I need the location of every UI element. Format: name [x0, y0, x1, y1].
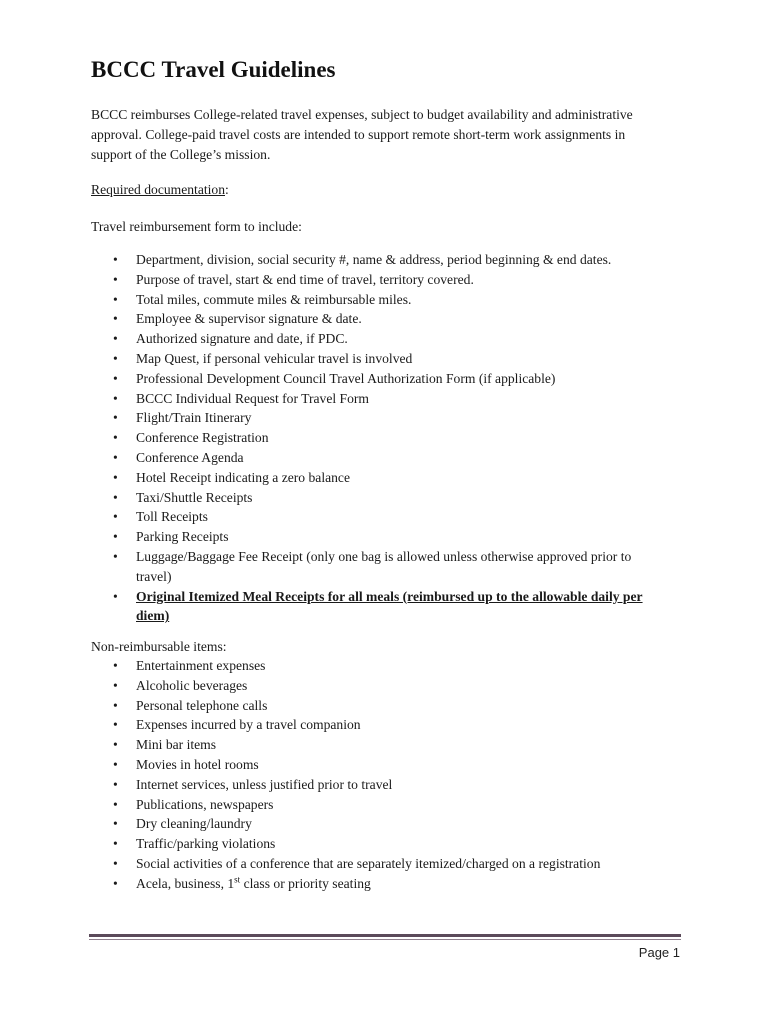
bullet-icon: •	[113, 658, 118, 673]
nonreimbursable-heading: Non-reimbursable items:	[91, 639, 227, 654]
list-item	[0, 448, 660, 468]
bullet-icon: •	[113, 756, 118, 772]
list-item-text: Parking Receipts	[136, 529, 229, 545]
acela-text-end: class or priority seating	[240, 875, 371, 891]
bullet-icon: •	[113, 855, 118, 871]
list-item-text: Expenses incurred by a travel companion	[136, 717, 361, 733]
list-item-text: Taxi/Shuttle Receipts	[136, 489, 253, 505]
bullet-icon: •	[113, 816, 118, 832]
list-item-text	[136, 874, 656, 894]
bullet-icon: •	[113, 370, 118, 386]
bullet-icon: •	[113, 836, 118, 852]
list-item	[0, 547, 660, 587]
ordinal-superscript: st	[234, 874, 241, 885]
bullet-icon: •	[113, 252, 118, 267]
page-title: BCCC Travel Guidelines	[91, 57, 336, 82]
list-item-text: BCCC Individual Request for Travel Form	[136, 390, 369, 406]
page-number: Page 1	[638, 945, 680, 960]
list-item	[0, 676, 660, 696]
list-item-meal-receipts	[0, 587, 660, 627]
list-item-text: Flight/Train Itinerary	[136, 410, 252, 426]
list-item-text: Employee & supervisor signature & date.	[136, 311, 362, 327]
list-item	[0, 814, 660, 834]
footer-rule-thick	[89, 934, 681, 937]
list-item-text: Luggage/Baggage Fee Receipt (only one bag is allowed unless otherwise approved prior to travel)	[136, 548, 632, 584]
list-item	[0, 309, 660, 329]
bullet-icon: •	[113, 717, 118, 733]
bullet-icon: •	[113, 291, 118, 307]
list-item	[0, 696, 660, 716]
list-item-text: Conference Registration	[136, 430, 269, 446]
nonreimbursable-items-list	[0, 656, 660, 894]
list-item-text: Purpose of travel, start & end time of travel, territory covered.	[136, 271, 474, 287]
list-item	[0, 795, 660, 815]
bullet-icon: •	[113, 430, 118, 446]
list-item-text: Alcoholic beverages	[136, 677, 248, 693]
list-item-text: Hotel Receipt indicating a zero balance	[136, 469, 351, 485]
bullet-icon: •	[113, 311, 118, 327]
bullet-icon: •	[113, 875, 118, 891]
required-documentation-label: Required documentation	[91, 182, 226, 197]
list-item	[0, 290, 660, 310]
required-documentation-colon: :	[225, 182, 229, 197]
list-item	[0, 468, 660, 488]
bullet-icon: •	[113, 677, 118, 693]
bullet-icon: •	[113, 331, 118, 347]
bullet-icon: •	[113, 390, 118, 406]
list-item	[0, 755, 660, 775]
meal-receipts-text: Original Itemized Meal Receipts for all meals (reimbursed up to the allowable daily per diem)	[136, 588, 643, 624]
bullet-icon: •	[113, 776, 118, 792]
list-item-text: Authorized signature and date, if PDC.	[136, 331, 348, 347]
bullet-icon: •	[113, 271, 118, 287]
bullet-icon: •	[113, 469, 118, 485]
list-item	[0, 527, 660, 547]
list-item	[0, 369, 660, 389]
required-items-list	[0, 250, 660, 626]
required-documentation-heading	[91, 180, 229, 200]
list-item-text: Map Quest, if personal vehicular travel is involved	[136, 350, 413, 366]
list-item	[0, 349, 660, 369]
list-item-text: Personal telephone calls	[136, 697, 268, 713]
list-item-text: Total miles, commute miles & reimbursable miles.	[136, 291, 412, 307]
bullet-icon: •	[113, 548, 118, 564]
list-item-text: Internet services, unless justified prior to travel	[136, 776, 393, 792]
list-item	[0, 735, 660, 755]
list-item	[0, 834, 660, 854]
list-item-text: Department, division, social security #, name & address, period beginning & end dates.	[136, 252, 612, 267]
list-item-acela	[0, 874, 660, 894]
list-item	[0, 389, 660, 409]
intro-paragraph: BCCC reimburses College-related travel expenses, subject to budget availability and administrative approval. College-paid travel costs are intended to support remote short-term work assignments in support of the College’s mission.	[91, 107, 633, 162]
list-item-text: Mini bar items	[136, 737, 217, 753]
list-item	[0, 270, 660, 290]
list-item-text: Movies in hotel rooms	[136, 756, 259, 772]
list-item	[0, 408, 660, 428]
bullet-icon: •	[113, 588, 118, 604]
bullet-icon: •	[113, 449, 118, 465]
list-item	[0, 250, 660, 270]
list-item-text: Social activities of a conference that are separately itemized/charged on a registration	[136, 855, 601, 871]
bullet-icon: •	[113, 489, 118, 505]
bullet-icon: •	[113, 697, 118, 713]
bullet-icon: •	[113, 737, 118, 753]
list-item-text: Dry cleaning/laundry	[136, 816, 252, 832]
list-item-text: Conference Agenda	[136, 449, 244, 465]
list-item	[0, 656, 660, 676]
list-item	[0, 854, 660, 874]
list-item	[0, 507, 660, 527]
list-item	[0, 488, 660, 508]
list-item-text: Traffic/parking violations	[136, 836, 276, 852]
bullet-icon: •	[113, 529, 118, 545]
acela-text-start: Acela, business, 1	[136, 875, 235, 891]
list-item-text: Professional Development Council Travel Authorization Form (if applicable)	[136, 370, 556, 386]
list-item-text: Toll Receipts	[136, 509, 208, 525]
list-item	[0, 715, 660, 735]
footer-rule-thin	[89, 939, 681, 940]
bullet-icon: •	[113, 796, 118, 812]
list-item-text: Entertainment expenses	[136, 658, 266, 673]
bullet-icon: •	[113, 410, 118, 426]
list-item	[0, 329, 660, 349]
list-item	[0, 775, 660, 795]
form-intro-text: Travel reimbursement form to include:	[91, 219, 302, 234]
list-item-text: Publications, newspapers	[136, 796, 274, 812]
bullet-icon: •	[113, 509, 118, 525]
bullet-icon: •	[113, 350, 118, 366]
list-item	[0, 428, 660, 448]
